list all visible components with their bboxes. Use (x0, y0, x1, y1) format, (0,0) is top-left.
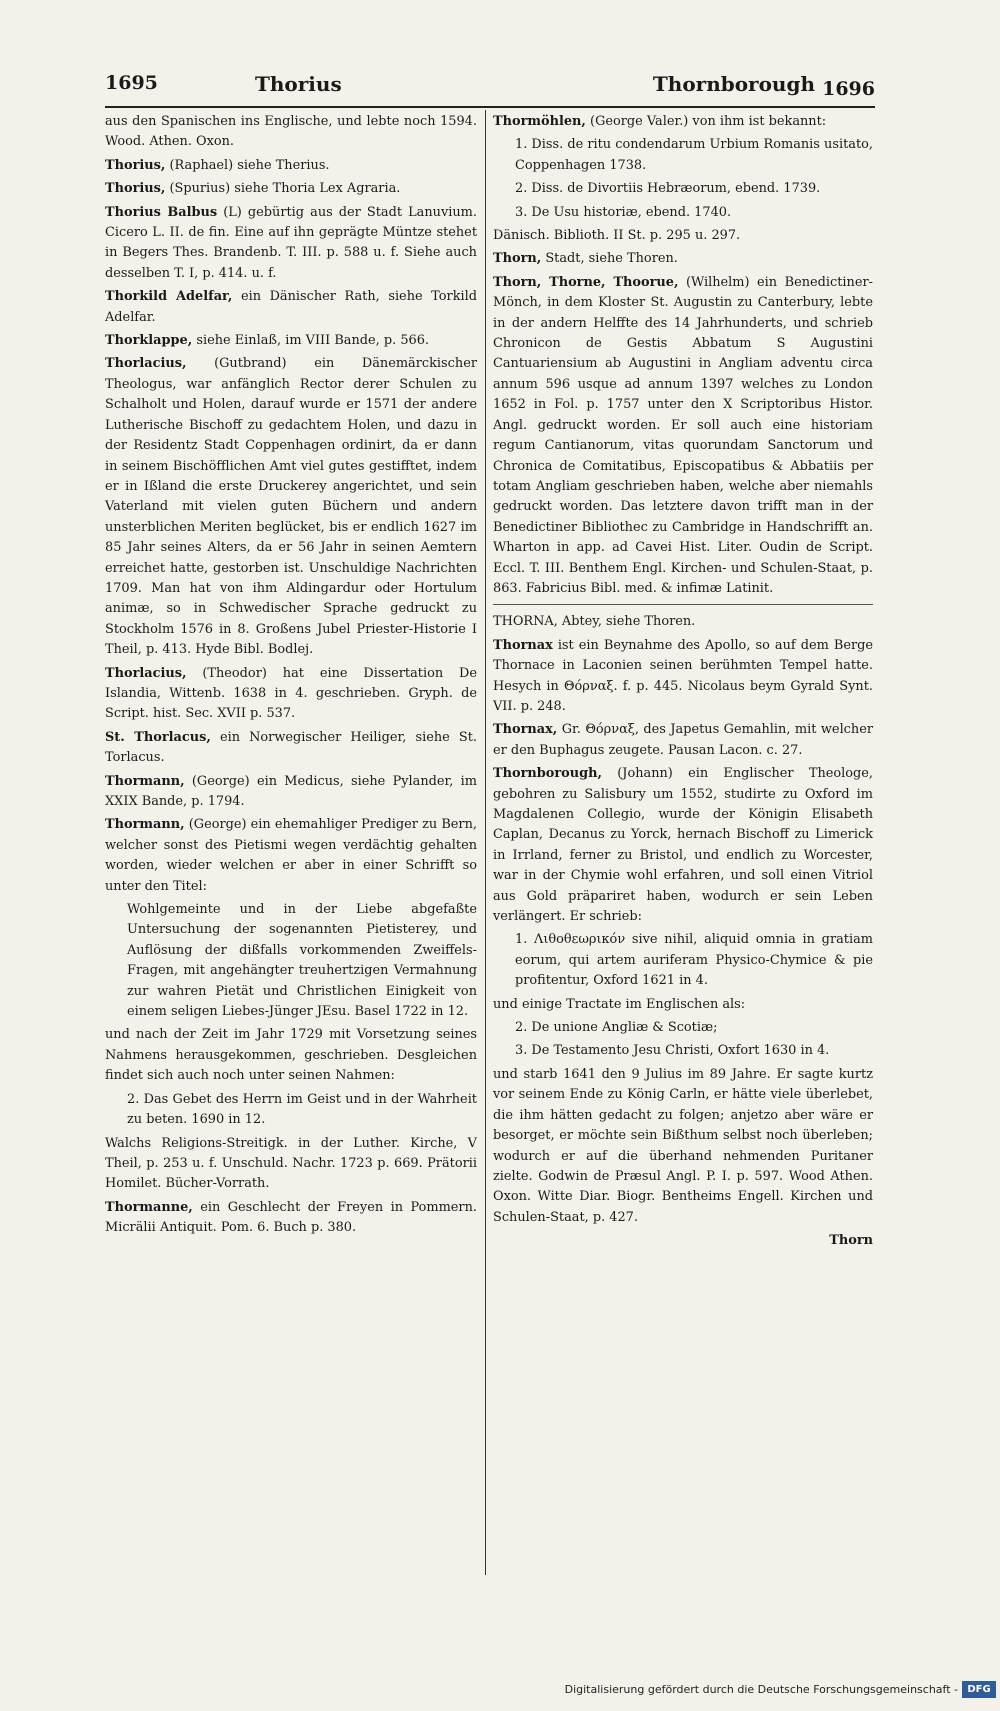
entry-headword: Thorklappe, (105, 333, 193, 349)
dictionary-entry (493, 226, 873, 246)
dictionary-entry (493, 612, 873, 632)
entry-text: und nach der Zeit im Jahr 1729 mit Vorsetzung seines Nahmens herausgekommen, geschrieben. Desgleichen findet sich auch noch unter seinen Nahmen: (105, 1027, 477, 1084)
entry-headword: Thorlacius, (105, 665, 187, 681)
entry-headword: Thormann, (105, 773, 185, 789)
entry-headword: Thormann, (105, 817, 185, 833)
dictionary-entry (493, 1018, 873, 1038)
entry-text: ein Norwegischer Heiliger, siehe St. Torlacus. (105, 729, 477, 766)
entry-text: 2. Das Gebet des Herrn im Geist und in der Wahrheit zu beten. 1690 in 12. (127, 1091, 477, 1128)
dictionary-entry (493, 764, 873, 927)
dictionary-entry (105, 354, 477, 660)
entry-headword: Thorkild Adelfar, (105, 289, 233, 305)
entry-text: (Raphael) siehe Therius. (165, 157, 330, 173)
right-column-top (493, 112, 873, 599)
dictionary-entry (493, 930, 873, 991)
dictionary-entry (105, 1134, 477, 1195)
entry-text: aus den Spanischen ins Englische, und lebte noch 1594. Wood. Athen. Oxon. (105, 114, 477, 150)
entry-text: ein Geschlecht der Freyen in Pommern. Micrälii Antiquit. Pom. 6. Buch p. 380. (105, 1199, 477, 1236)
right-column (493, 112, 873, 1252)
entry-text: (Spurius) siehe Thoria Lex Agraria. (165, 181, 401, 197)
entry-headword: Thorn, (493, 251, 542, 267)
entry-text: (Johann) ein Englischer Theologe, gebohren zu Salisbury um 1552, studirte zu Oxford im Magdalenen Collegio, wurde der Königin Elisabeth Caplan, Decanus zu Yorck, hernach Bischoff zu Limerick in Irrland, ferner zu Bristol, und endlich zu Worcester, war in der Chymie wohl erfahren, und soll einen Vitriol aus Gold präpariret haben, wodurch er sein Leben verlängert. Er schrieb: (493, 766, 873, 925)
dictionary-entry (105, 664, 477, 725)
dictionary-entry (105, 203, 477, 285)
entry-headword: Thormanne, (105, 1199, 193, 1215)
entry-headword: Thornax (493, 637, 553, 653)
entry-headword: Thormöhlen, (493, 114, 586, 129)
entry-text: (George) ein ehemahliger Prediger zu Bern, welcher sonst des Pietismi wegen verdächtig gehalten worden, wieder welchen er aber in einer Schrifft so unter den Titel: (105, 817, 477, 894)
entry-text: (Theodor) hat eine Dissertation De Islandia, Wittenb. 1638 in 4. geschrieben. Gryph. de Script. hist. Sec. XVII p. 537. (105, 665, 477, 722)
entry-text: Gr. Θόρναξ, des Japetus Gemahlin, mit welcher er den Buphagus zeugete. Pausan Lacon. c. 27. (493, 722, 873, 758)
dictionary-entry (493, 203, 873, 223)
dictionary-entry (105, 815, 477, 897)
entry-text: (Gutbrand) ein Dänemärckischer Theologus, war anfänglich Rector derer Schulen zu Schalholt und Holen, darauf wurde er 1571 der andere Lutherische Bischoff zu gedachtem Holen, und dazu in der Residentz Stadt Coppenhagen ordinirt, da er dann in seinem Bischöfflichen Amt viel gutes gestifftet, indem er in Ißland die erste Druckerey angerichtet, und sein Vaterland mit vielen guten Büchern und andern unsterblichen Meriten beglücket, bis er endlich 1627 im 85 Jahr seines Alters, da er 56 Jahr in seinen Aemtern erreichet hatte, gestorben ist. Unschuldige Nachrichten 1709. Man hat von ihm Aldingardur oder Hortulum animæ, so in Schwedischer Sprache gedruckt zu Stockholm 1576 in 8. Großens Jubel Priester-Historie I Theil, p. 413. Hyde Bibl. Bodlej. (105, 356, 477, 658)
entry-headword: Thornborough, (493, 766, 602, 782)
entry-text: Stadt, siehe Thoren. (541, 251, 678, 267)
dictionary-entry (105, 772, 477, 813)
entry-text: und einige Tractate im Englischen als: (493, 996, 746, 1012)
dictionary-entry (493, 249, 873, 269)
entry-headword: Thorius, (105, 181, 166, 197)
entry-text: (L) gebürtig aus der Stadt Lanuvium. Cicero L. II. de fin. Eine auf ihn geprägte Müntze stehet in Begers Thes. Brandenb. T. III. p. 588 u. f. Siehe auch desselben T. I, p. 414. u. f. (105, 204, 477, 281)
entry-headword: Thorlacius, (105, 356, 187, 372)
entry-text: und starb 1641 den 9 Julius im 89 Jahre. Er sagte kurtz vor seinem Ende zu König Carln, er hätte viele überlebet, die ihm hätten gedacht zu folgen; anjetzo aber wäre er besorget, er möchte sein Bißthum selbst noch überleben; wodurch er auf die überhand nehmenden Puritaner zielte. Godwin de Præsul Angl. P. I. p. 597. Wood Athen. Oxon. Witte Diar. Biogr. Bentheims Engell. Kirchen und Schulen-Staat, p. 427. (493, 1066, 873, 1225)
dictionary-entry (493, 995, 873, 1015)
entry-text: 1. Diss. de ritu condendarum Urbium Romanis usitato, Coppenhagen 1738. (515, 137, 873, 173)
dictionary-entry (105, 1090, 477, 1131)
running-head-left: Thorius (255, 72, 342, 96)
footer (0, 1677, 1000, 1703)
entry-headword: Thorius, (105, 157, 166, 173)
entry-text: 2. Diss. de Divortiis Hebræorum, ebend. 1739. (515, 181, 821, 197)
footer-credit: Digitalisierung gefördert durch die Deutsche Forschungsgemeinschaft - (564, 1683, 958, 1696)
dictionary-entry (493, 112, 873, 132)
entry-text: siehe Einlaß, im VIII Bande, p. 566. (192, 333, 430, 349)
page-number-right: 1696 (822, 78, 875, 100)
header-rule (105, 106, 875, 108)
catchword: Thorn (829, 1233, 873, 1249)
entry-text: Walchs Religions-Streitigk. in der Luther. Kirche, V Theil, p. 253 u. f. Unschuld. Nachr. 1723 p. 669. Prätorii Homilet. Bücher-Vorrath. (105, 1135, 477, 1192)
dictionary-entry (105, 1198, 477, 1239)
dictionary-entry (493, 636, 873, 718)
entry-headword: St. Thorlacus, (105, 729, 211, 745)
entry-text: THORNA, Abtey, siehe Thoren. (493, 614, 696, 630)
dictionary-entry (493, 135, 873, 176)
dictionary-entry (493, 179, 873, 199)
dictionary-entry (105, 331, 477, 351)
dictionary-entry (493, 273, 873, 600)
dictionary-entry (493, 1041, 873, 1061)
entry-text: 1. Λιθοθεωρικόν sive nihil, aliquid omnia in gratiam eorum, qui artem auriferam Physico-Chymice & pie profitentur, Oxford 1621 in 4. (515, 932, 873, 989)
dictionary-entry (105, 179, 477, 199)
entry-headword: Thorius Balbus (105, 204, 218, 220)
page-number-left: 1695 (105, 72, 158, 94)
dictionary-entry (105, 900, 477, 1022)
entry-text: 2. De unione Angliæ & Scotiæ; (515, 1020, 718, 1036)
right-column-bottom (493, 612, 873, 1228)
entry-text: (Wilhelm) ein Benedictiner-Mönch, in dem Kloster St. Augustin zu Canterbury, lebte in der andern Helffte des 14 Jahrhunderts, und schrieb Chronicon de Gestis Abbatum S Augustini Cantuariensium ab Augustini in Angliam adventu circa annum 596 usque ad annum 1397 welches zu London 1652 in Fol. p. 1757 unter den X Scriptoribus Histor. Angl. gedruckt worden. Er soll auch eine historiam regum Cantianorum, vitas quorundam Sanctorum und Chronica de Comitatibus, Episcopatibus & Abbatiis per totam Angliam geschrieben haben, welche aber niemahls gedruckt worden. Das letztere davon trifft man in der Benedictiner Bibliothec zu Cambridge in Handschrifft an. Wharton in app. ad Cavei Hist. Liter. Oudin de Script. Eccl. T. III. Benthem Engl. Kirchen- und Schulen-Staat, p. 863. Fabricius Bibl. med. & infimæ Latinit. (493, 274, 873, 596)
entry-text: ein Dänischer Rath, siehe Torkild Adelfar. (105, 289, 478, 325)
entry-text: (George) ein Medicus, siehe Pylander, im XXIX Bande, p. 1794. (105, 773, 477, 809)
left-column (105, 112, 477, 1242)
dictionary-entry (493, 720, 873, 761)
entry-text: Dänisch. Biblioth. II St. p. 295 u. 297. (493, 228, 741, 244)
column-divider (485, 110, 486, 1575)
entry-text: 3. De Usu historiæ, ebend. 1740. (515, 204, 732, 220)
dictionary-entry (105, 728, 477, 769)
dictionary-entry (105, 1025, 477, 1086)
dictionary-entry (105, 287, 477, 328)
section-rule (493, 604, 873, 605)
entry-text: ist ein Beynahme des Apollo, so auf dem Berge Thornace in Laconien seinen berühmten Tempel hatte. Hesych in Θόρναξ. f. p. 445. Nicolaus beym Gyrald Synt. VII. p. 248. (493, 637, 873, 714)
dictionary-entry (105, 112, 477, 153)
entry-text: Wohlgemeinte und in der Liebe abgefaßte Untersuchung der sogenannten Pietisterey, und Auflösung der dißfalls vorkommenden Zweiffels-Fragen, mit angehängter treuhertzigen Vermahnung zur wahren Pietät und Christlichen Einigkeit von einem seligen Liebes-Jünger JEsu. Basel 1722 in 12. (127, 902, 477, 1020)
dictionary-entry (105, 156, 477, 176)
entry-text: 3. De Testamento Jesu Christi, Oxfort 1630 in 4. (515, 1043, 830, 1059)
entry-headword: Thorn, Thorne, Thoorue, (493, 274, 679, 290)
entry-headword: Thornax, (493, 722, 558, 738)
dfg-logo: DFG (962, 1681, 996, 1698)
entry-text: (George Valer.) von ihm ist bekannt: (585, 114, 827, 129)
dictionary-entry (493, 1065, 873, 1228)
running-head-right: Thornborough (652, 72, 815, 96)
